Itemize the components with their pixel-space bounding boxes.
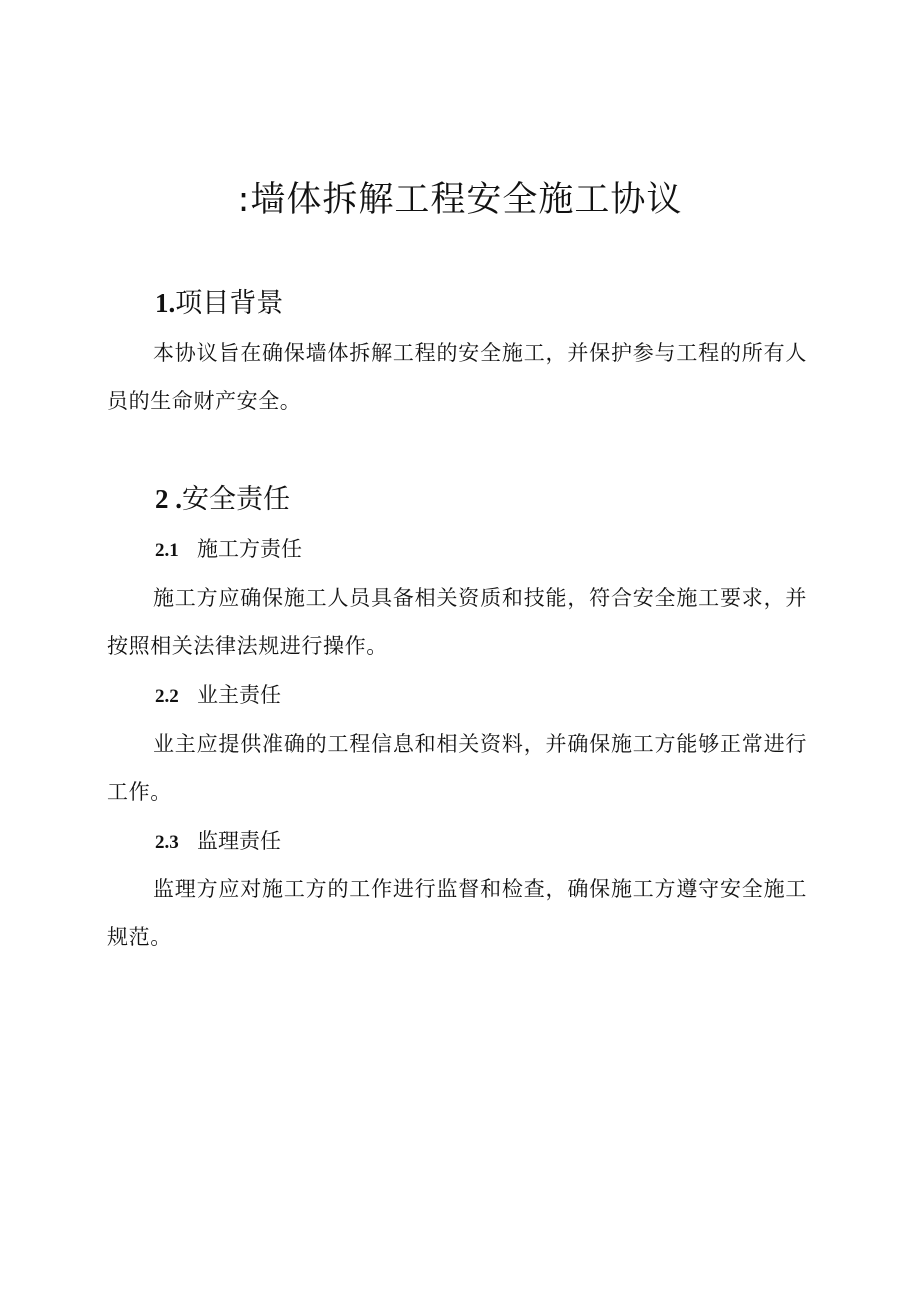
subsection-2-3-paragraph: 监理方应对施工方的工作进行监督和检查，确保施工方遵守安全施工规范。	[107, 877, 807, 949]
subsection-2-2-heading	[155, 679, 281, 713]
section-2-heading	[155, 479, 290, 520]
subsection-2-1-title: 施工方责任	[197, 537, 302, 561]
subsection-2-1-number: 2.1	[155, 540, 179, 561]
document-title: :墙体拆解工程安全施工协议	[237, 180, 683, 220]
subsection-2-1-paragraph: 施工方应确保施工人员具备相关资质和技能，符合安全施工要求，并按照相关法律法规进行操作。	[107, 586, 807, 658]
section-1-heading	[155, 283, 283, 324]
subsection-2-2-number: 2.2	[155, 686, 179, 707]
section-1-paragraph: 本协议旨在确保墙体拆解工程的安全施工，并保护参与工程的所有人员的生命财产安全。	[107, 341, 807, 413]
section-2-title: 安全责任	[182, 484, 290, 515]
subsection-2-3-number: 2.3	[155, 832, 179, 853]
subsection-2-1-heading	[155, 533, 302, 567]
subsection-2-2-title: 业主责任	[197, 683, 281, 707]
subsection-2-3-title: 监理责任	[197, 829, 281, 853]
subsection-2-3-heading	[155, 825, 281, 859]
section-1-number: 1.	[155, 288, 176, 318]
subsection-2-2-paragraph: 业主应提供准确的工程信息和相关资料，并确保施工方能够正常进行工作。	[107, 732, 807, 804]
section-2-number: 2 .	[155, 484, 182, 514]
section-1-title: 项目背景	[175, 288, 284, 319]
